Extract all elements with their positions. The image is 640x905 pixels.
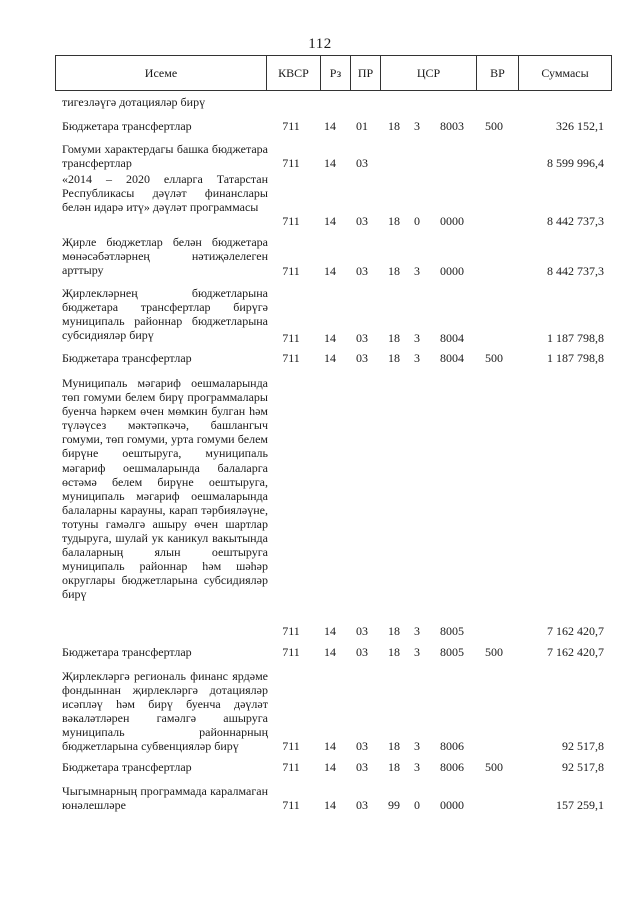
page-number: 112 [308, 36, 332, 52]
row-name: тигезләүгә дотацияләр бирү [62, 95, 206, 109]
row-csr-program: 18 [388, 624, 400, 638]
row-csr-subprogram: 3 [414, 645, 420, 659]
row-csr-program: 99 [388, 798, 400, 812]
header-vr: ВР [476, 56, 518, 90]
row-csr-program: 18 [388, 331, 400, 345]
row-csr-subprogram: 3 [414, 119, 420, 133]
row-csr-subprogram: 3 [414, 351, 420, 365]
row-csr-program: 18 [388, 645, 400, 659]
row-csr-direction: 8004 [440, 351, 464, 365]
row-kvsr: 711 [282, 760, 300, 774]
row-csr-program: 18 [388, 214, 400, 228]
row-pr: 03 [356, 214, 368, 228]
row-kvsr: 711 [282, 264, 300, 278]
row-name: Җирлекләрнең бюджетларына бюджетара трансфертлар бирүгә муниципаль районнар бюджетларына субсидияләр бирү [62, 286, 268, 342]
row-csr-direction: 8004 [440, 331, 464, 345]
row-kvsr: 711 [282, 645, 300, 659]
header-name: Исеме [144, 66, 178, 80]
row-vr: 500 [485, 645, 503, 659]
row-pr: 03 [356, 645, 368, 659]
row-vr: 500 [485, 760, 503, 774]
row-name: Бюджетара трансфертлар [62, 760, 192, 774]
row-sum: 326 152,1 [556, 119, 604, 133]
row-pr: 03 [356, 156, 368, 170]
table-header [55, 55, 612, 91]
row-sum: 1 187 798,8 [547, 351, 604, 365]
row-pr: 03 [356, 760, 368, 774]
row-sum: 92 517,8 [562, 739, 604, 753]
row-name: Җирлекләргә региональ финанс ярдәме фондыннан җирлекләргә дотацияләр исәпләү һәм бирү буенча дәүләт вәкаләтләрен гамәлгә ашыруга муниципаль районнарның бюджетларына субвенцияләр бирү [62, 669, 268, 753]
header-kvsr: КВСР [266, 56, 320, 90]
row-rz: 14 [324, 798, 336, 812]
header-csr: ЦСР [380, 56, 476, 90]
row-csr-program: 18 [388, 760, 400, 774]
row-name: Чыгымнарның программада каралмаган юнәлешләре [62, 784, 268, 812]
row-kvsr: 711 [282, 624, 300, 638]
row-kvsr: 711 [282, 739, 300, 753]
header-rz: Рз [320, 56, 350, 90]
row-vr: 500 [485, 119, 503, 133]
row-rz: 14 [324, 119, 336, 133]
row-csr-subprogram: 3 [414, 331, 420, 345]
row-pr: 03 [356, 351, 368, 365]
header-sum: Суммасы [518, 56, 611, 90]
row-kvsr: 711 [282, 798, 300, 812]
row-csr-direction: 8006 [440, 760, 464, 774]
row-csr-subprogram: 0 [414, 798, 420, 812]
row-rz: 14 [324, 760, 336, 774]
header-pr: ПР [350, 56, 380, 90]
row-rz: 14 [324, 264, 336, 278]
row-pr: 03 [356, 739, 368, 753]
row-kvsr: 711 [282, 156, 300, 170]
row-sum: 7 162 420,7 [547, 645, 604, 659]
row-sum: 7 162 420,7 [547, 624, 604, 638]
row-pr: 03 [356, 264, 368, 278]
row-kvsr: 711 [282, 119, 300, 133]
row-csr-subprogram: 3 [414, 624, 420, 638]
row-sum: 1 187 798,8 [547, 331, 604, 345]
row-sum: 8 442 737,3 [547, 264, 604, 278]
row-name: Гомуми характердагы башка бюджетара трансфертлар [62, 142, 268, 170]
row-rz: 14 [324, 624, 336, 638]
row-rz: 14 [324, 331, 336, 345]
row-kvsr: 711 [282, 331, 300, 345]
row-csr-direction: 8005 [440, 624, 464, 638]
row-sum: 92 517,8 [562, 760, 604, 774]
row-sum: 157 259,1 [556, 798, 604, 812]
row-kvsr: 711 [282, 351, 300, 365]
row-rz: 14 [324, 351, 336, 365]
row-name: Бюджетара трансфертлар [62, 351, 192, 365]
row-csr-program: 18 [388, 264, 400, 278]
row-pr: 01 [356, 119, 368, 133]
row-pr: 03 [356, 624, 368, 638]
row-csr-direction: 0000 [440, 264, 464, 278]
row-rz: 14 [324, 645, 336, 659]
row-rz: 14 [324, 214, 336, 228]
row-csr-direction: 8003 [440, 119, 464, 133]
row-csr-program: 18 [388, 119, 400, 133]
row-name: Бюджетара трансфертлар [62, 119, 192, 133]
row-name: Бюджетара трансфертлар [62, 645, 192, 659]
row-csr-direction: 8006 [440, 739, 464, 753]
row-csr-subprogram: 3 [414, 264, 420, 278]
row-rz: 14 [324, 739, 336, 753]
row-csr-subprogram: 0 [414, 214, 420, 228]
row-csr-subprogram: 3 [414, 760, 420, 774]
row-csr-subprogram: 3 [414, 739, 420, 753]
row-csr-direction: 8005 [440, 645, 464, 659]
row-csr-program: 18 [388, 739, 400, 753]
row-vr: 500 [485, 351, 503, 365]
row-csr-direction: 0000 [440, 214, 464, 228]
row-csr-program: 18 [388, 351, 400, 365]
row-name: Муниципаль мәгариф оешмаларында төп гомуми белем бирү программалары буенча һәркем өчен мөмкин булган һәм түләүсез мәктәпкәчә, башлангыч гомуми, төп гомуми, урта гомуми белем бирүне оештыруга, муниципаль мәгариф оешмаларында балаларга өстәмә белем бирүне оештыруга, муниципаль мәгариф оешмаларында балаларны карауны, карап тәрбияләүне, тотуны гамәлгә ашыру өчен шартлар тудыруга, шулай ук каникул вакытында балаларның ялын оештыруга муниципаль районнар һәм шәһәр округлары бюджетларына субсидияләр бирү [62, 376, 268, 602]
row-csr-direction: 0000 [440, 798, 464, 812]
row-sum: 8 442 737,3 [547, 214, 604, 228]
row-rz: 14 [324, 156, 336, 170]
row-kvsr: 711 [282, 214, 300, 228]
row-sum: 8 599 996,4 [547, 156, 604, 170]
row-pr: 03 [356, 798, 368, 812]
row-name: «2014 – 2020 елларга Татарстан Республикасы дәүләт финанслары белән идарә итү» дәүләт программасы [62, 172, 268, 214]
row-pr: 03 [356, 331, 368, 345]
row-name: Җирле бюджетлар белән бюджетара мөнәсәбәтләрнең нәтиҗәлелеген арттыру [62, 235, 268, 277]
